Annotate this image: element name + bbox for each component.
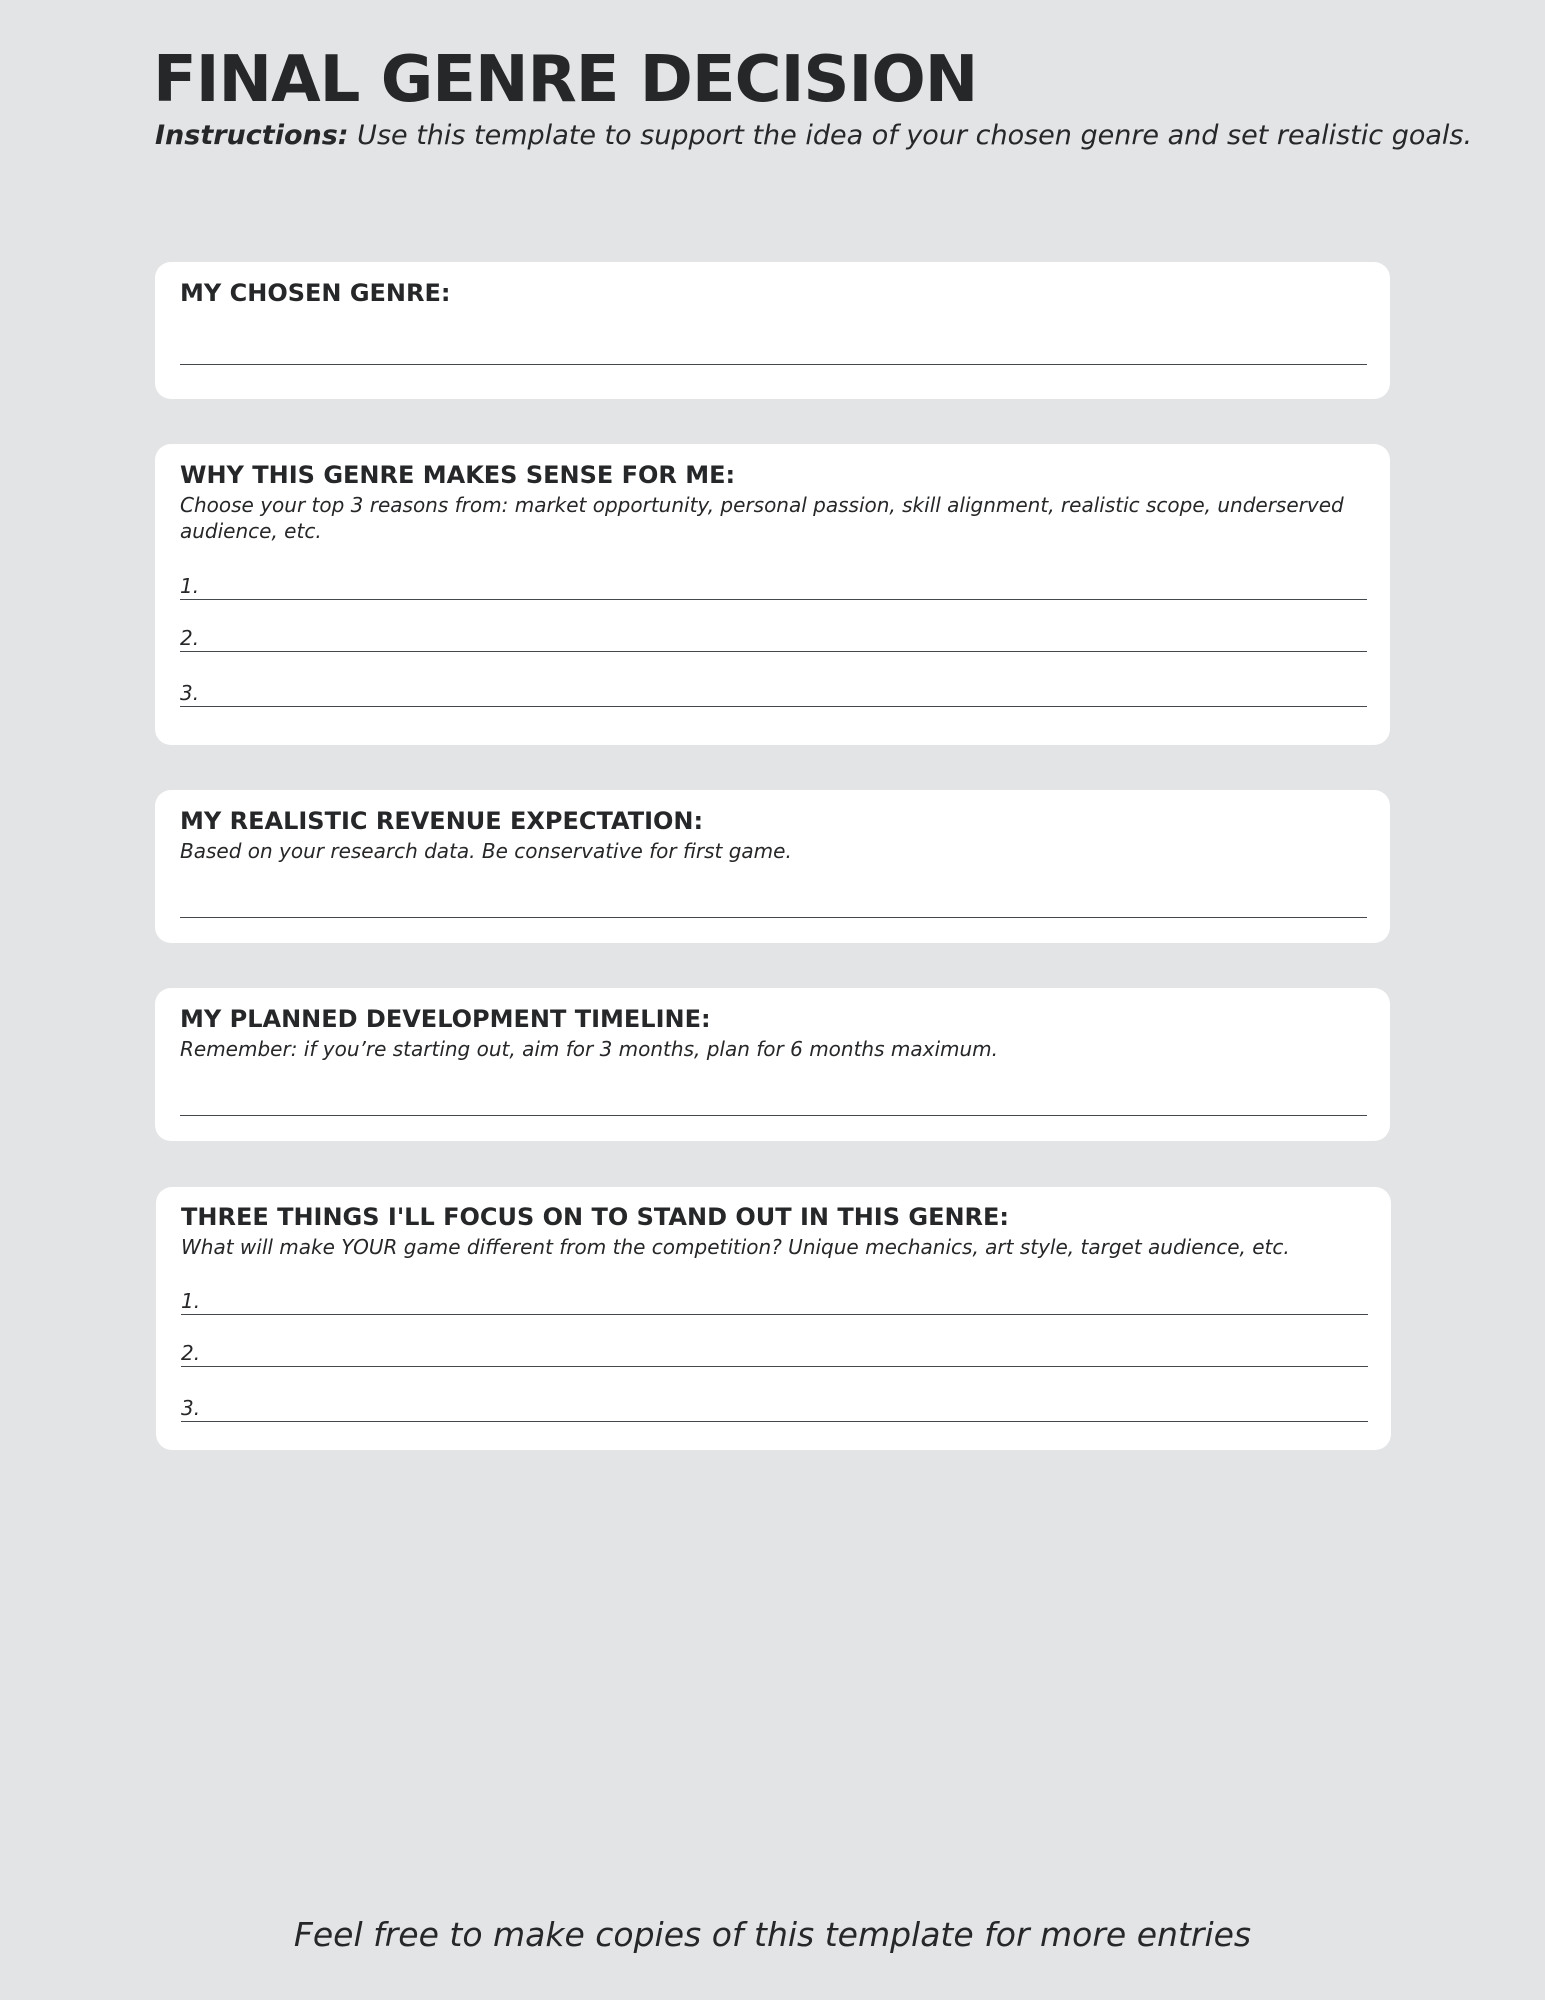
why-genre-item-number: 1. [180,574,200,598]
chosen-genre-title: MY CHOSEN GENRE: [180,279,451,307]
revenue-description: Based on your research data. Be conservative for first game. [180,839,792,863]
chosen-genre-card [155,262,1390,399]
focus-title: THREE THINGS I'LL FOCUS ON TO STAND OUT IN THIS GENRE: [181,1203,1010,1231]
timeline-title: MY PLANNED DEVELOPMENT TIMELINE: [180,1005,711,1033]
instructions-label: Instructions: [155,120,349,151]
why-genre-card [155,444,1390,745]
page-title: FINAL GENRE DECISION [153,43,978,117]
why-genre-answer-line-3[interactable] [180,706,1367,707]
instructions-text: Use this template to support the idea of your chosen genre and set realistic goals. [348,120,1473,151]
why-genre-answer-line-2[interactable] [180,651,1367,652]
why-genre-title: WHY THIS GENRE MAKES SENSE FOR ME: [180,461,736,489]
focus-answer-line-3[interactable] [181,1421,1368,1422]
focus-card [156,1187,1391,1450]
footer-note: Feel free to make copies of this template for more entries [293,1915,1252,1954]
why-genre-item-number: 3. [180,681,200,705]
focus-item-number: 3. [181,1396,201,1420]
timeline-answer-line[interactable] [180,1115,1367,1116]
chosen-genre-answer-line[interactable] [180,364,1367,365]
focus-item-number: 1. [181,1289,201,1313]
why-genre-description: Choose your top 3 reasons from: market opportunity, personal passion, skill alignment, realistic scope, underserved audience, etc. [180,493,1344,543]
why-genre-answer-line-1[interactable] [180,599,1367,600]
focus-answer-line-2[interactable] [181,1366,1368,1367]
why-genre-item-number: 2. [180,626,200,650]
revenue-answer-line[interactable] [180,917,1367,918]
timeline-description: Remember: if you’re starting out, aim for 3 months, plan for 6 months maximum. [180,1037,999,1061]
revenue-title: MY REALISTIC REVENUE EXPECTATION: [180,807,704,835]
timeline-card [155,988,1390,1141]
focus-answer-line-1[interactable] [181,1314,1368,1315]
revenue-card [155,790,1390,943]
focus-item-number: 2. [181,1341,201,1365]
instructions [155,118,1472,154]
focus-description: What will make YOUR game different from the competition? Unique mechanics, art style, target audience, etc. [181,1235,1290,1259]
